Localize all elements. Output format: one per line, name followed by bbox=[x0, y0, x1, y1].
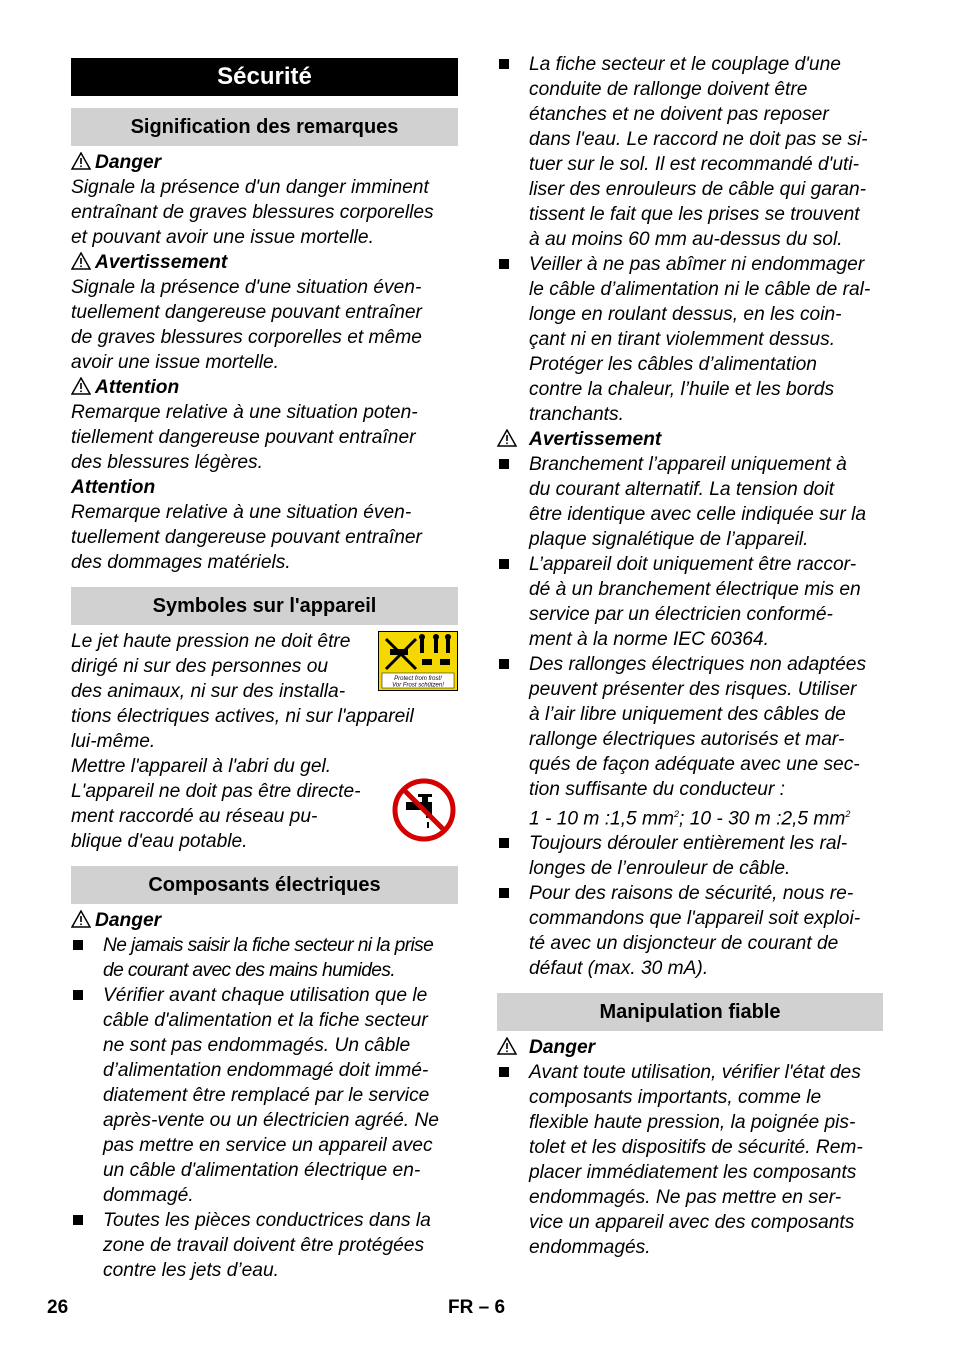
danger-text: Signale la présence d'un danger imminent entraînant de graves blessures corporelles et pouvant avoir une issue mortelle. bbox=[71, 177, 434, 248]
list-item: Toutes les pièces conductrices dans la zone de travail doivent être protégées contre les jets d’eau. bbox=[71, 1208, 458, 1283]
bullet-square-icon bbox=[499, 888, 509, 898]
list-item: Avant toute utilisation, vérifier l'état des composants importants, comme le flexible haute pression, la poignée pis- tolet et les dispositifs de sécurité. Rem- placer immédiatement les composants endommagés. Ne pas mettre en ser- vice un appareil avec des composants endommagés. bbox=[497, 1060, 883, 1260]
list-item: Branchement l’appareil uniquement à du courant alternatif. La tension doit être identique avec celle indiquée sur la plaque signalétique de l’appareil. bbox=[497, 452, 883, 552]
heading-signification: Signification des remarques bbox=[71, 108, 458, 146]
bullet-square-icon bbox=[499, 459, 509, 469]
warning-triangle-icon bbox=[71, 375, 95, 400]
bullet-square-icon bbox=[73, 940, 83, 950]
bullet-square-icon bbox=[499, 259, 509, 269]
bullet-square-icon bbox=[499, 59, 509, 69]
attention-text: Remarque relative à une situation poten- tiellement dangereuse pouvant entraîner des blessures légères. bbox=[71, 402, 418, 473]
warning-triangle-icon bbox=[71, 250, 95, 275]
cable-section-line: 1 - 10 m :1,5 $mm^2$; 10 - 30 m :2,5 $mm^2$ bbox=[529, 808, 851, 830]
bullet-square-icon bbox=[73, 990, 83, 1000]
bullet-square-icon bbox=[499, 1067, 509, 1077]
avertissement-text: Signale la présence d'une situation éven- tuellement dangereuse pouvant entraîner de graves blessures corporelles et même avoir une issue mortelle. bbox=[71, 277, 422, 373]
heading-manipulation: Manipulation fiable bbox=[497, 993, 883, 1031]
sticker-line2: Vor Frost schützen! bbox=[392, 682, 444, 689]
list-item: Des rallonges électriques non adaptées peuvent présenter des risques. Utiliser à l’air libre uniquement des câbles de rallonge électriques autorisés et mar- qués de façon adéquate avec une sec- tion suffisante du conducteur : 1 - 10 m :1,5 $mm^2$; 10 - 30 m :2,5 $mm^2$ bbox=[497, 652, 883, 831]
list-item: Ne jamais saisir la fiche secteur ni la prise de courant avec des mains humides. bbox=[71, 933, 458, 983]
section-title: Sécurité bbox=[71, 58, 458, 96]
danger-label: Danger bbox=[71, 150, 458, 175]
attention2-label: Attention bbox=[71, 477, 156, 498]
jet-text: Protect from frost! Vor Frost schützen! Le jet haute pression ne doit être dirigé ni sur des personnes ou des animaux, ni sur des installa- tions électriques actives, ni sur l'appareil lui-même. bbox=[71, 629, 458, 754]
danger-label-manipulation: Danger bbox=[497, 1035, 883, 1060]
avertissement-label-right: Avertissement bbox=[497, 427, 883, 452]
list-item: Pour des raisons de sécurité, nous re- commandons que l'appareil soit exploi- té avec un disjoncteur de courant de défaut (max. 30 mA). bbox=[497, 881, 883, 981]
warning-triangle-icon bbox=[71, 908, 95, 933]
warning-triangle-icon bbox=[71, 150, 95, 175]
high-pressure-warning-sticker-icon bbox=[378, 631, 458, 698]
heading-symboles: Symboles sur l'appareil bbox=[71, 587, 458, 625]
list-item: Vérifier avant chaque utilisation que le câble d'alimentation et la fiche secteur ne sont pas endommagés. Un câble d’alimentation endommagé doit immé- diatement être remplacé par le service après-vente ou un électricien agréé. Ne pas mettre en service un appareil avec un câble d'alimentation électrique en- dommagé. bbox=[71, 983, 458, 1208]
left-column bbox=[71, 58, 458, 1283]
heading-composants: Composants électriques bbox=[71, 866, 458, 904]
bullet-square-icon bbox=[499, 838, 509, 848]
no-drinking-water-connection-icon bbox=[392, 778, 456, 849]
list-item: L’appareil doit uniquement être raccor- dé à un branchement électrique mis en service par un électricien conformé- ment à la norme IEC 60364. bbox=[497, 552, 883, 652]
warning-triangle-icon bbox=[497, 427, 529, 452]
danger-label-electrical: Danger bbox=[71, 908, 458, 933]
frost-text: Mettre l'appareil à l'abri du gel. L'appareil ne doit pas être directe- ment raccordé au réseau pu- blique d'eau potable. bbox=[71, 754, 458, 854]
avertissement-label: Avertissement bbox=[71, 250, 458, 275]
list-item: Toujours dérouler entièrement les ral- longes de l’enrouleur de câble. bbox=[497, 831, 883, 881]
page-number: 26 bbox=[47, 1297, 69, 1318]
bullet-square-icon bbox=[73, 1215, 83, 1225]
list-item: Veiller à ne pas abîmer ni endommager le câble d’alimentation ni le câble de ral- longe en roulant dessus, en les coin- çant ni en tirant violemment dessus. Protéger les câbles d’alimentation contre la chaleur, l’huile et les bords tranchants. bbox=[497, 252, 883, 427]
attention-label: Attention bbox=[71, 375, 458, 400]
sticker-line1: Protect from frost! bbox=[394, 676, 442, 682]
bullet-square-icon bbox=[499, 559, 509, 569]
attention2-text: Remarque relative à une situation éven- tuellement dangereuse pouvant entraîner des dommages matériels. bbox=[71, 502, 422, 573]
warning-triangle-icon bbox=[497, 1035, 529, 1060]
list-item: La fiche secteur et le couplage d'une conduite de rallonge doivent être étanches et ne doivent pas reposer dans l'eau. Le raccord ne doit pas se si- tuer sur le sol. Il est recommandé d'uti- liser des enrouleurs de câble qui garan- tissent le fait que les prises se trouvent à au moins 60 mm au-dessus du sol. bbox=[497, 52, 883, 252]
right-column bbox=[497, 52, 883, 1260]
language-page-label: FR – 6 bbox=[448, 1297, 506, 1318]
bullet-square-icon bbox=[499, 659, 509, 669]
